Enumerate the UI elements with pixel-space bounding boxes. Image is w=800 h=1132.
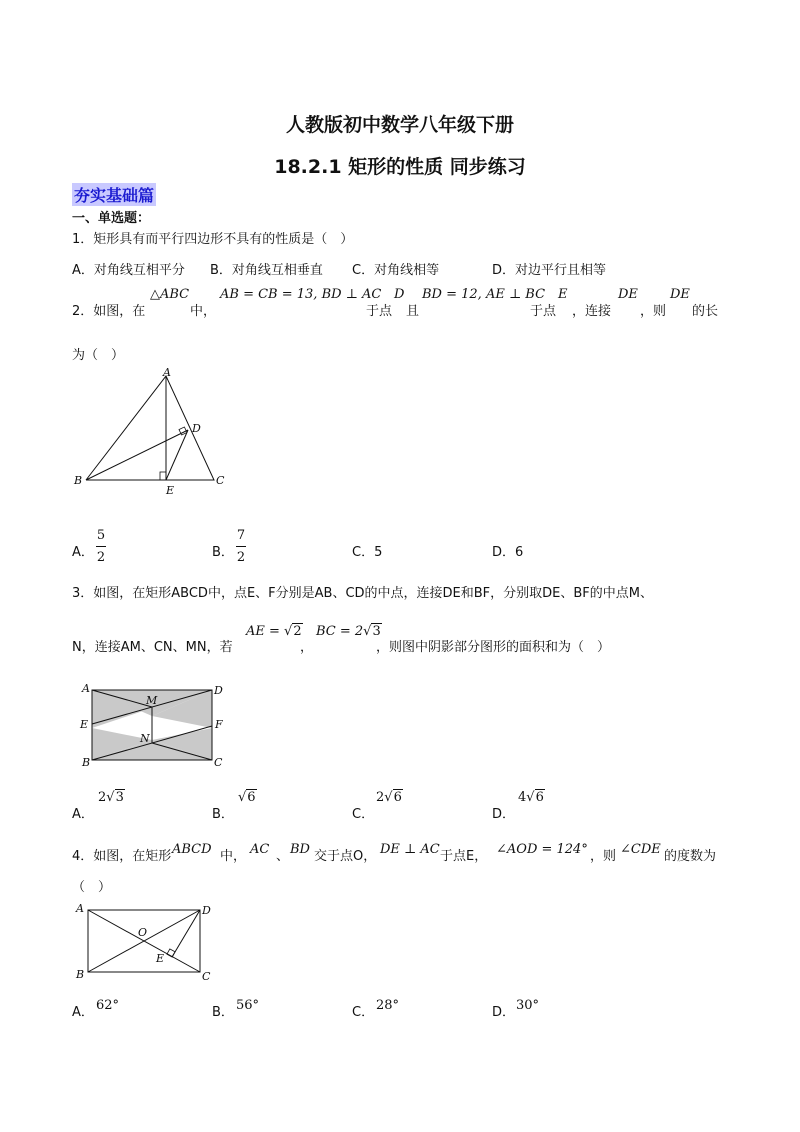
q3-math-bc-lhs: BC = 2 [316,624,364,639]
q2-text-3: 于点 [366,304,393,319]
q2-label-a: A [163,368,171,379]
q2-option-a-fraction [96,528,106,565]
q4-math-angle-cde: ∠CDE [620,842,661,857]
q4-math-bd: BD [290,842,310,857]
q4-label-c: C [202,970,211,983]
q1-option-a: A．对角线互相平分 [72,263,185,278]
q4-math-angle-aod: ∠AOD = 124° [496,842,588,857]
q3-option-a-coef: 2 [98,790,107,805]
q4-option-b-label: B． [212,1005,234,1020]
part-heading: 一、单选题： [72,211,151,226]
q2-label-c: C [216,474,225,487]
q2-math-e: E [558,287,568,302]
section-heading: 夯实基础篇 [72,183,156,206]
q2-math-de: DE [618,287,638,302]
q3-text-line2a: N，连接AM、CN、MN，若 [72,640,233,655]
q4-text-3: 、 [276,849,290,864]
q3-option-d-coef: 4 [518,790,527,805]
q2-math-given: AB = CB = 13, BD ⊥ AC [220,287,382,302]
q3-option-d-label: D． [492,807,516,822]
q1-stem: 1．矩形具有而平行四边形不具有的性质是（ ） [72,232,354,247]
q2-text-6: ，连接 [572,304,612,319]
q3-math-bc-radicand: 3 [372,624,381,639]
q4-text-5: 于点E， [440,849,488,864]
q4-option-a-label: A． [72,1005,94,1020]
q4-math-abcd: ABCD [172,842,212,857]
q3-option-c-label: C． [352,807,375,822]
q3-math-ae: AE = √2 [246,624,302,639]
q3-label-d: D [214,684,223,697]
q4-text-line2: （ ） [72,880,112,895]
q3-math-ae-lhs: AE = [246,624,285,639]
q4-math-de-ac: DE ⊥ AC [380,842,440,857]
q3-label-b: B [82,756,91,769]
q2-option-b-numerator: 7 [236,528,246,543]
q3-text-line2b: ，则图中阴影部分图形的面积和为（ ） [376,640,611,655]
q2-option-a-denominator: 2 [96,550,106,565]
q2-label-e: E [166,484,175,497]
q3-option-b-value: √6 [238,790,256,805]
q2-option-b-denominator: 2 [236,550,246,565]
q4-option-b-value: 56° [236,998,260,1013]
q3-label-a: A [82,682,90,695]
q1-option-c: C．对角线相等 [352,263,440,278]
q2-option-b-fraction [236,528,246,565]
q2-option-d: D．6 [492,545,524,560]
doc-subtitle: 18.2.1 矩形的性质 同步练习 [274,156,526,178]
q3-figure [76,680,236,772]
q3-option-a-label: A． [72,807,94,822]
q2-math-given2: BD = 12, AE ⊥ BC [422,287,546,302]
q2-figure [70,368,230,498]
q3-math-ae-radicand: 2 [293,624,302,639]
q1-option-d: D．对边平行且相等 [492,263,607,278]
q2-text-1: 2．如图，在 [72,304,146,319]
q3-label-c: C [214,756,223,769]
q2-math-d: D [394,287,405,302]
q2-math-de2: DE [670,287,690,302]
q3-option-a-radicand: 3 [115,790,124,805]
q2-text-8: 的长 [692,304,719,319]
q2-option-b-label: B． [212,545,234,560]
q4-figure [72,900,222,988]
q3-option-a-value: 2√3 [98,790,124,805]
q4-option-c-label: C． [352,1005,375,1020]
q2-math-triangle: △ABC [150,287,190,302]
q4-option-c-value: 28° [376,998,400,1013]
q4-label-o: O [138,926,148,939]
q4-label-a: A [76,902,84,915]
q4-option-d-label: D． [492,1005,516,1020]
q2-option-c: C．5 [352,545,383,560]
q4-text-1: 4．如图，在矩形 [72,849,172,864]
q2-label-d: D [192,422,201,435]
q4-option-d-value: 30° [516,998,540,1013]
q4-option-a-value: 62° [96,998,120,1013]
q2-label-b: B [74,474,83,487]
q4-label-e: E [156,952,165,965]
q4-text-7: 的度数为 [664,849,717,864]
q3-text-line1: 3．如图，在矩形ABCD中，点E、F分别是AB、CD的中点，连接DE和BF，分别取DE、BF的中点M、 [72,586,653,601]
q3-option-d-radicand: 6 [535,790,544,805]
q3-option-b-label: B． [212,807,234,822]
q4-math-ac: AC [250,842,270,857]
q2-option-a-numerator: 5 [96,528,106,543]
q2-text-line2: 为（ ） [72,348,125,363]
q2-text-4: 且 [406,304,420,319]
doc-title: 人教版初中数学八年级下册 [285,114,514,136]
q3-option-b-radicand: 6 [247,790,256,805]
q2-text-7: ，则 [640,304,667,319]
q2-text-2: 中， [190,304,217,319]
q3-option-c-coef: 2 [376,790,385,805]
q3-option-d-value: 4√6 [518,790,544,805]
q3-option-c-value: 2√6 [376,790,402,805]
q2-text-5: 于点 [530,304,557,319]
q4-text-4: 交于点O， [314,849,377,864]
q4-text-6: ，则 [590,849,617,864]
q3-math-bc: BC = 2√3 [316,624,381,639]
q4-label-d: D [202,904,211,917]
q4-label-b: B [76,968,85,981]
q3-label-m: M [146,694,158,707]
q2-option-a-label: A． [72,545,94,560]
q3-label-n: N [140,732,150,745]
q1-option-b: B．对角线互相垂直 [210,263,323,278]
q3-label-e: E [80,718,89,731]
q3-label-f: F [215,718,223,731]
q4-text-2: 中， [220,849,247,864]
q3-option-c-radicand: 6 [393,790,402,805]
